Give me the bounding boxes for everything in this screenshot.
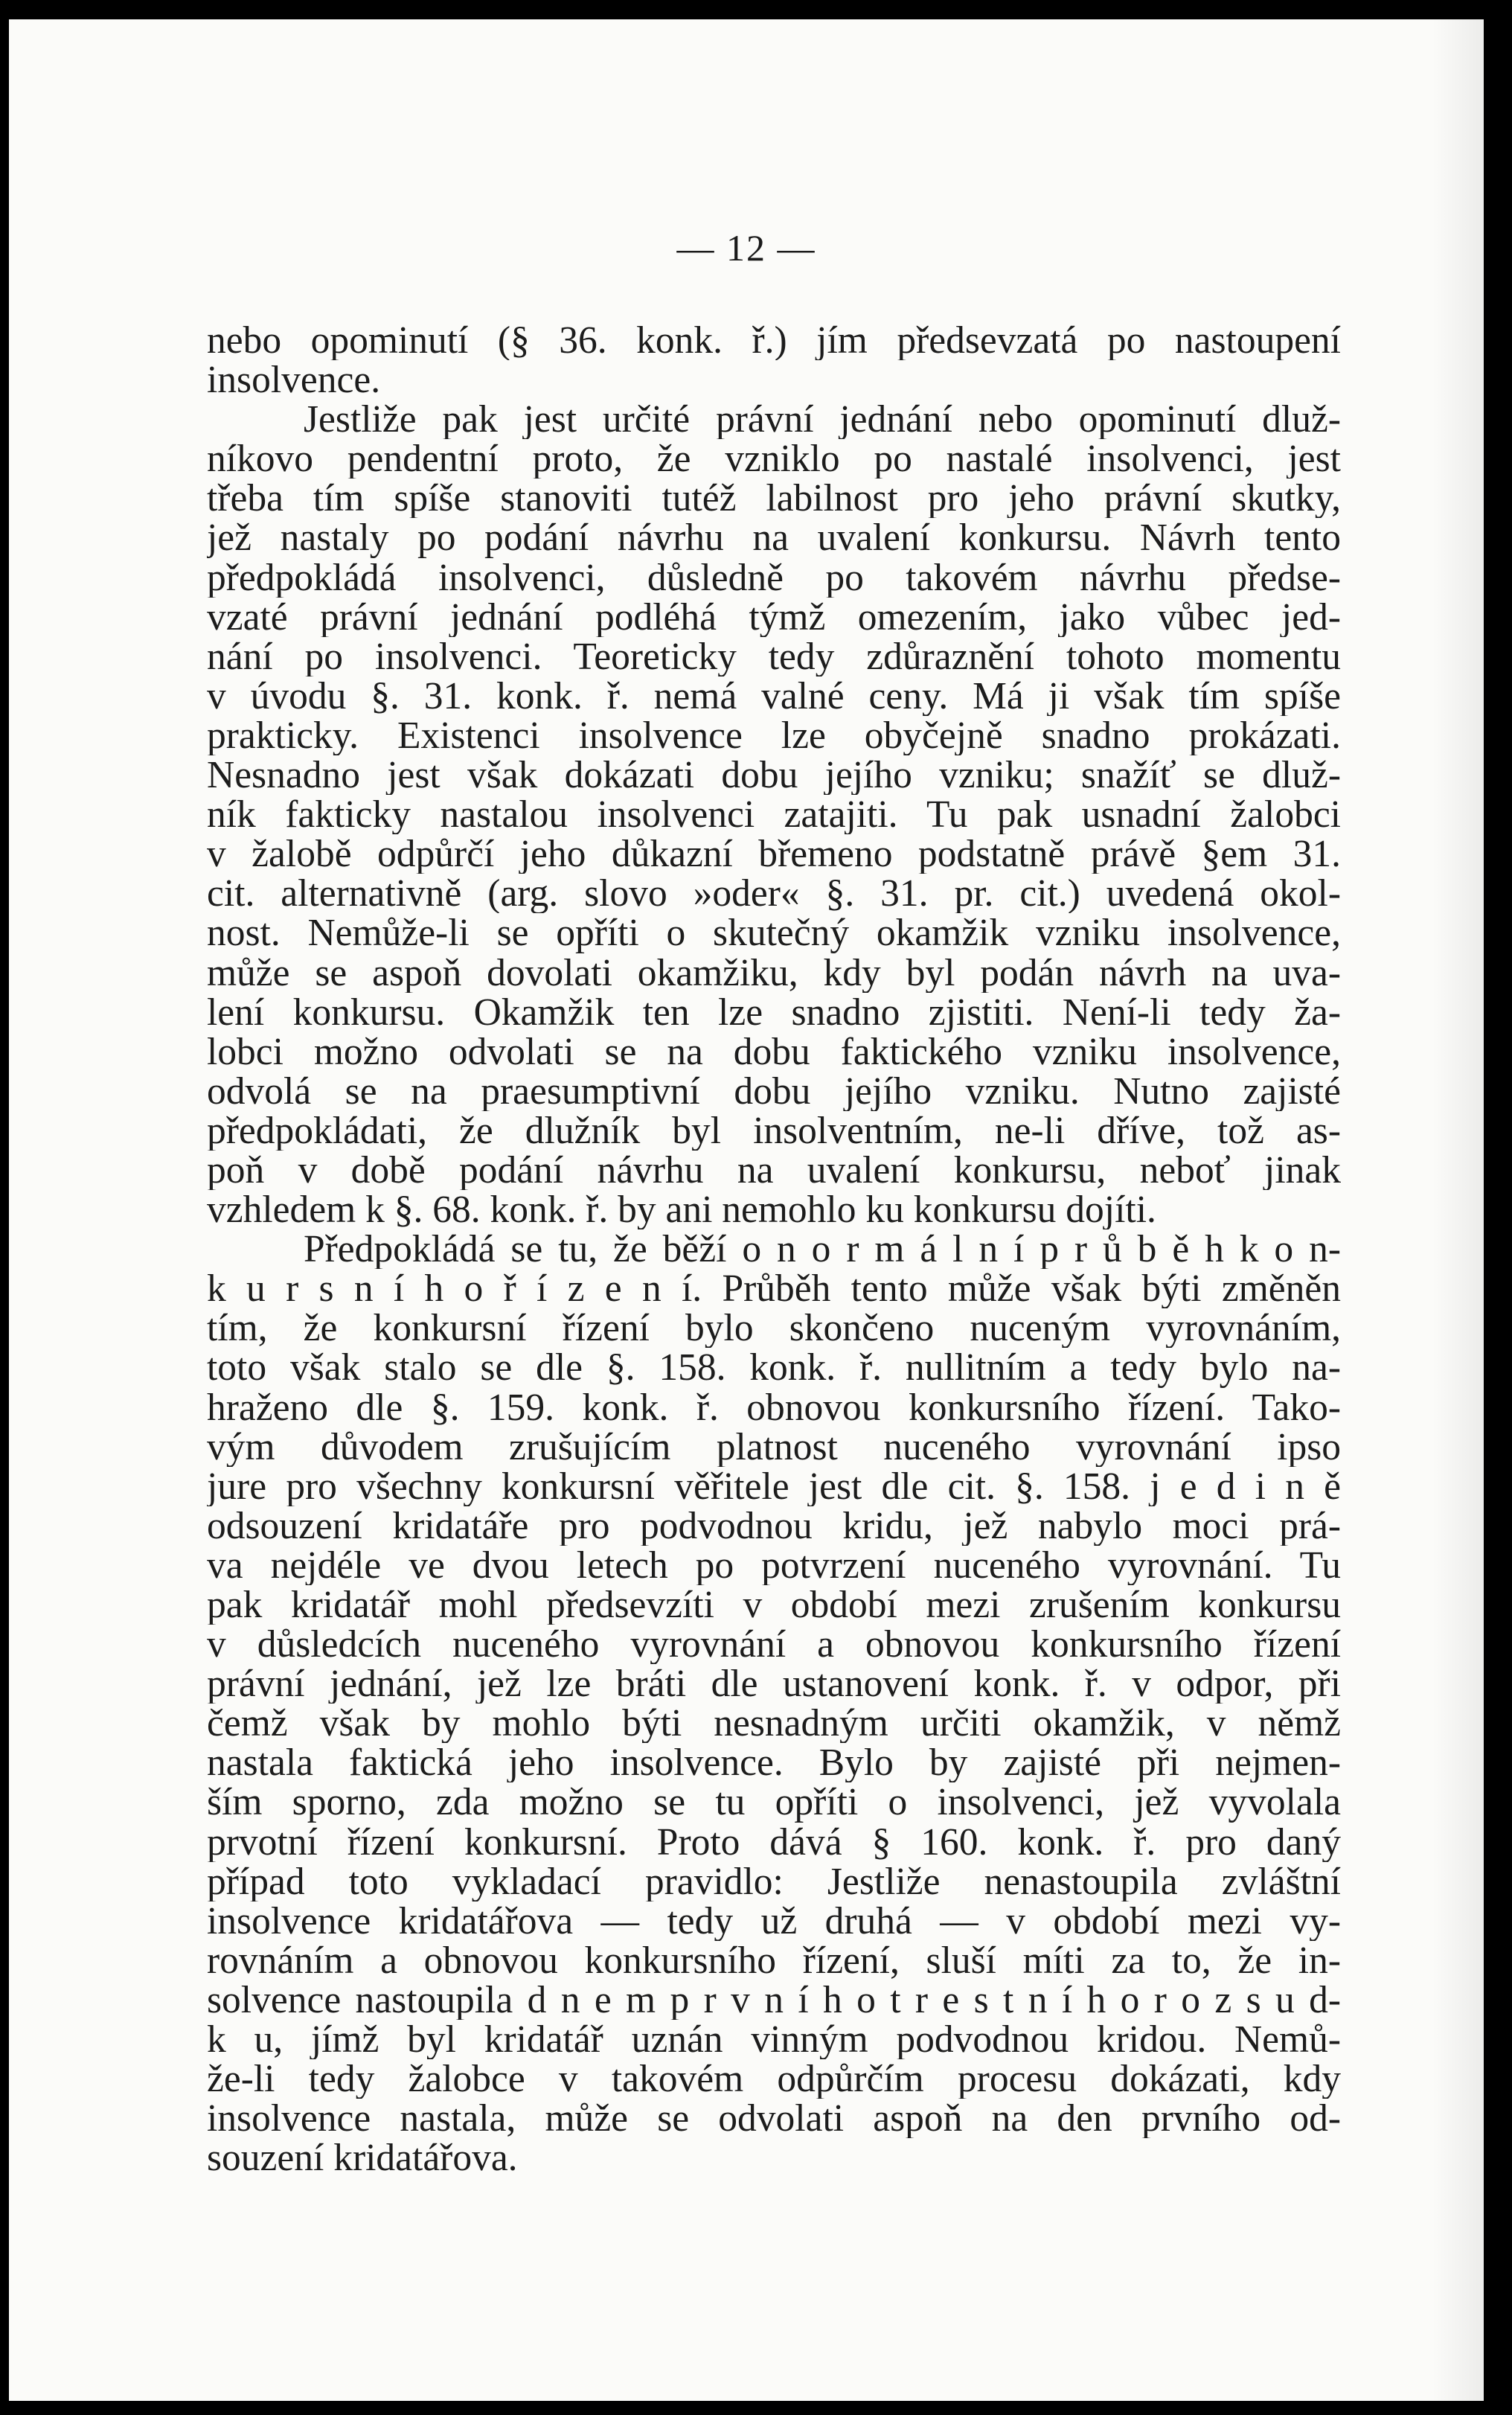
text-line: níkovo pendentní proto, že vzniklo po nastalé insolvenci, jest — [207, 439, 1341, 479]
text-line: v žalobě odpůrčí jeho důkazní břemeno podstatně právě §em 31. — [207, 834, 1341, 874]
text-line: pak kridatář mohl předsevzíti v období mezi zrušením konkursu — [207, 1585, 1341, 1625]
text-line: insolvence kridatářova — tedy už druhá — v období mezi vy- — [207, 1901, 1341, 1941]
text-line: nání po insolvenci. Teoreticky tedy zdůraznění tohoto momentu — [207, 636, 1341, 676]
text-line: k u, jímž byl kridatář uznán vinným podvodnou kridou. Nemů- — [207, 2020, 1341, 2060]
text-line: tím, že konkursní řízení bylo skončeno nuceným vyrovnáním, — [207, 1308, 1341, 1349]
text-line: že-li tedy žalobce v takovém odpůrčím procesu dokázati, kdy — [207, 2059, 1341, 2099]
text-line: solvence nastoupila d n e m p r v n í h o t r e s t n í h o r o z s u d- — [207, 1980, 1341, 2021]
text-line: Předpokládá se tu, že běží o n o r m á l n í p r ů b ě h k o n- — [304, 1229, 1341, 1270]
text-line: insolvence. — [207, 360, 381, 400]
book-page — [9, 19, 1484, 2401]
text-line: prvotní řízení konkursní. Proto dává § 160. konk. ř. pro daný — [207, 1822, 1341, 1862]
text-line: Nesnadno jest však dokázati dobu jejího vzniku; snažíť se dluž- — [207, 755, 1341, 796]
page-number: — 12 — — [676, 227, 816, 269]
text-line: vým důvodem zrušujícím platnost nuceného vyrovnání ipso — [207, 1427, 1341, 1467]
text-line: právní jednání, jež lze bráti dle ustanovení konk. ř. v odpor, při — [207, 1664, 1341, 1704]
text-line: nebo opominutí (§ 36. konk. ř.) jím předsevzatá po nastoupení — [207, 321, 1341, 361]
text-line: může se aspoň dovolati okamžiku, kdy byl podán návrh na uva- — [207, 953, 1341, 993]
text-line: insolvence nastala, může se odvolati aspoň na den prvního od- — [207, 2099, 1341, 2139]
paragraph — [207, 321, 1341, 400]
text-line: nastala faktická jeho insolvence. Bylo by zajisté při nejmen- — [207, 1743, 1341, 1783]
text-line: rovnáním a obnovou konkursního řízení, sluší míti za to, že in- — [207, 1940, 1341, 1980]
text-line: vzhledem k §. 68. konk. ř. by ani nemohlo ku konkursu dojíti. — [207, 1190, 1156, 1230]
body-text — [207, 321, 1341, 2178]
text-line: čemž však by mohlo býti nesnadným určiti okamžik, v němž — [207, 1704, 1341, 1744]
page-edge-shadow — [1432, 19, 1484, 2401]
text-line: k u r s n í h o ř í z e n í. Průběh tento může však býti změněn — [207, 1269, 1341, 1309]
text-line: ník fakticky nastalou insolvenci zatajiti. Tu pak usnadní žalobci — [207, 795, 1341, 835]
paragraph — [207, 1229, 1341, 2178]
text-line: vzaté právní jednání podléhá týmž omezením, jako vůbec jed- — [207, 597, 1341, 637]
text-line: předpokládati, že dlužník byl insolventním, ne-li dříve, tož as- — [207, 1110, 1341, 1151]
text-line: toto však stalo se dle §. 158. konk. ř. nullitním a tedy bylo na- — [207, 1348, 1341, 1388]
text-line: Jestliže pak jest určité právní jednání nebo opominutí dluž- — [304, 400, 1341, 440]
text-line: předpokládá insolvenci, důsledně po takovém návrhu předse- — [207, 557, 1341, 598]
text-line: va nejdéle ve dvou letech po potvrzení nuceného vyrovnání. Tu — [207, 1545, 1341, 1585]
text-line: poň v době podání návrhu na uvalení konkursu, neboť jinak — [207, 1150, 1341, 1191]
text-line: případ toto vykladací pravidlo: Jestliže nenastoupila zvláštní — [207, 1861, 1341, 1901]
text-line: v úvodu §. 31. konk. ř. nemá valné ceny. Má ji však tím spíše — [207, 676, 1341, 716]
text-line: lobci možno odvolati se na dobu faktického vzniku insolvence, — [207, 1031, 1341, 1072]
text-line: hraženo dle §. 159. konk. ř. obnovou konkursního řízení. Tako- — [207, 1387, 1341, 1427]
text-line: jure pro všechny konkursní věřitele jest dle cit. §. 158. j e d i n ě — [207, 1466, 1341, 1506]
text-line: odvolá se na praesumptivní dobu jejího vzniku. Nutno zajisté — [207, 1071, 1341, 1111]
text-line: cit. alternativně (arg. slovo »oder« §. 31. pr. cit.) uvedená okol- — [207, 874, 1341, 914]
text-line: nost. Nemůže-li se opříti o skutečný okamžik vzniku insolvence, — [207, 913, 1341, 953]
text-line: v důsledcích nuceného vyrovnání a obnovou konkursního řízení — [207, 1625, 1341, 1665]
text-line: souzení kridatářova. — [207, 2138, 518, 2178]
text-line: lení konkursu. Okamžik ten lze snadno zjistiti. Není-li tedy ža- — [207, 992, 1341, 1032]
text-line: jež nastaly po podání návrhu na uvalení konkursu. Návrh tento — [207, 518, 1341, 558]
text-line: odsouzení kridatáře pro podvodnou kridu, jež nabylo moci prá- — [207, 1506, 1341, 1546]
paragraph — [207, 400, 1341, 1229]
text-line: prakticky. Existenci insolvence lze obyčejně snadno prokázati. — [207, 715, 1341, 756]
text-line: třeba tím spíše stanoviti tutéž labilnost pro jeho právní skutky, — [207, 479, 1341, 519]
text-line: ším sporno, zda možno se tu opříti o insolvenci, jež vyvolala — [207, 1782, 1341, 1823]
